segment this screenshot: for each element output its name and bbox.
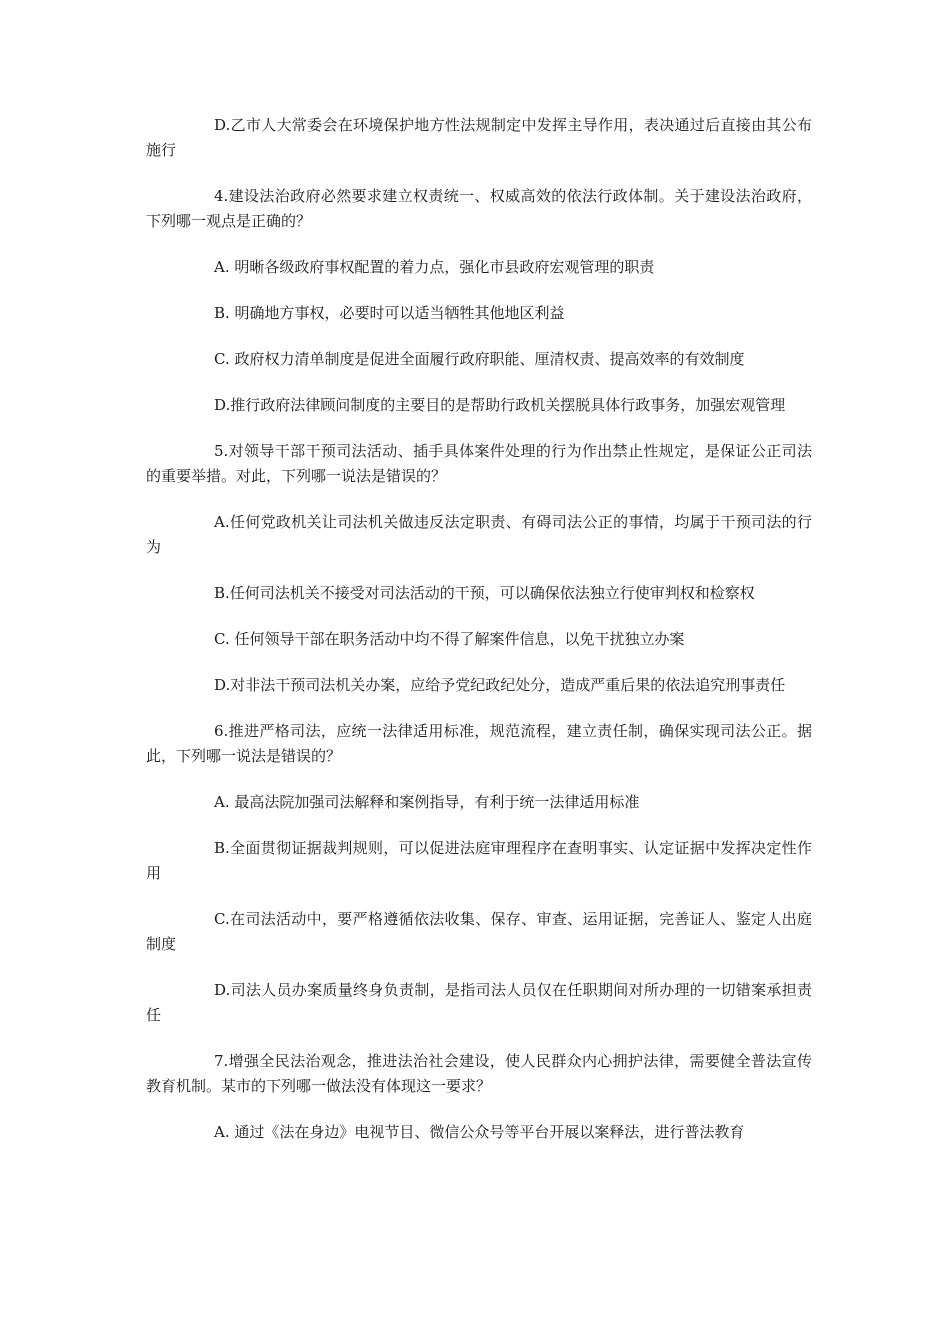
question-6-option-b: B.全面贯彻证据裁判规则，可以促进法庭审理程序在查明事实、认定证据中发挥决定性作用	[146, 839, 812, 882]
document-body	[146, 113, 812, 1166]
question-5-option-b: B.任何司法机关不接受对司法活动的干预，可以确保依法独立行使审判权和检察权	[214, 584, 755, 602]
question-7-stem: 7.增强全民法治观念，推进法治社会建设，使人民群众内心拥护法律，需要健全普法宣传教育机制。某市的下列哪一做法没有体现这一要求？	[146, 1052, 812, 1095]
question-6-option-a: A. 最高法院加强司法解释和案例指导，有利于统一法律适用标准	[214, 793, 640, 811]
question-4-option-a: A. 明晰各级政府事权配置的着力点，强化市县政府宏观管理的职责	[214, 258, 655, 276]
question-4-option-c: C. 政府权力清单制度是促进全面履行政府职能、厘清权责、提高效率的有效制度	[214, 350, 745, 368]
question-6-option-d: D.司法人员办案质量终身负责制，是指司法人员仅在任职期间对所办理的一切错案承担责任	[146, 981, 812, 1024]
question-4-option-d: D.推行政府法律顾问制度的主要目的是帮助行政机关摆脱具体行政事务，加强宏观管理	[214, 396, 786, 414]
question-6-stem: 6.推进严格司法，应统一法律适用标准，规范流程，建立责任制，确保实现司法公正。据此，下列哪一说法是错误的？	[146, 722, 812, 765]
question-7-option-a: A. 通过《法在身边》电视节目、微信公众号等平台开展以案释法，进行普法教育	[214, 1123, 745, 1141]
question-4-stem: 4.建设法治政府必然要求建立权责统一、权威高效的依法行政体制。关于建设法治政府，下列哪一观点是正确的？	[146, 187, 812, 230]
question-4-option-b: B. 明确地方事权，必要时可以适当牺牲其他地区利益	[214, 304, 565, 322]
question-6-option-c: C.在司法活动中，要严格遵循依法收集、保存、审查、运用证据，完善证人、鉴定人出庭制度	[146, 910, 812, 953]
question-5-option-a: A.任何党政机关让司法机关做违反法定职责、有碍司法公正的事情，均属于干预司法的行为	[146, 513, 812, 556]
question-5-option-d: D.对非法干预司法机关办案，应给予党纪政纪处分，造成严重后果的依法追究刑事责任	[214, 676, 786, 694]
question-5-stem: 5.对领导干部干预司法活动、插手具体案件处理的行为作出禁止性规定，是保证公正司法的重要举措。对此，下列哪一说法是错误的？	[146, 442, 812, 485]
question-5-option-c: C. 任何领导干部在职务活动中均不得了解案件信息，以免干扰独立办案	[214, 630, 685, 648]
option-d-paragraph: D.乙市人大常委会在环境保护地方性法规制定中发挥主导作用，表决通过后直接由其公布施行	[146, 116, 812, 159]
